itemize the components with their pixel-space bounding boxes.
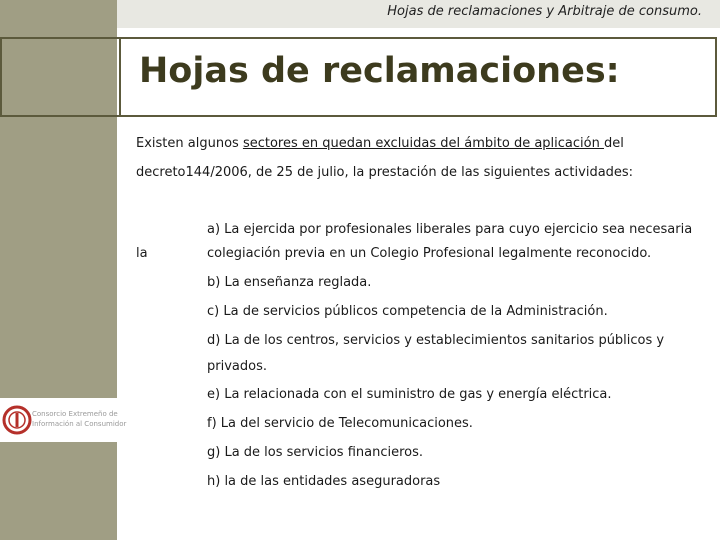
consortium-emblem-icon <box>2 400 32 440</box>
list-item-d-line2: privados. <box>207 359 267 374</box>
intro-text-a: Existen algunos <box>136 136 243 151</box>
page-title: Hojas de reclamaciones: <box>139 51 620 91</box>
list-item-c: c) La de servicios públicos competencia de la Administración. <box>207 304 608 319</box>
intro-line-1 <box>136 136 624 151</box>
intro-text-c: del <box>603 136 624 151</box>
list-item-e: e) La relacionada con el suministro de gas y energía eléctrica. <box>207 387 612 402</box>
logo-line-2: Información al Consumidor <box>32 420 127 428</box>
intro-line-2: decreto144/2006, de 25 de julio, la prestación de las siguientes actividades: <box>136 165 634 180</box>
la-label: la <box>136 246 148 261</box>
title-panel <box>119 39 715 115</box>
title-frame <box>0 37 717 117</box>
header-subtitle: Hojas de reclamaciones y Arbitraje de consumo. <box>387 4 702 19</box>
list-item-d-line1: d) La de los centros, servicios y establecimientos sanitarios públicos y <box>207 333 665 348</box>
list-item-h: h) la de las entidades aseguradoras <box>207 474 441 489</box>
top-header-bar <box>117 0 720 28</box>
list-item-g: g) La de los servicios financieros. <box>207 445 423 460</box>
list-item-a-line2: colegiación previa en un Colegio Profesional legalmente reconocido. <box>207 246 652 261</box>
logo-line-1: Consorcio Extremeño de <box>32 410 118 418</box>
consortium-logo <box>0 398 127 442</box>
intro-text-underlined: sectores en quedan excluidas del ámbito de aplicación <box>242 136 604 151</box>
list-item-b: b) La enseñanza reglada. <box>207 275 372 290</box>
list-item-f: f) La del servicio de Telecomunicaciones. <box>207 416 473 431</box>
list-item-a-line1: a) La ejercida por profesionales liberales para cuyo ejercicio sea necesaria <box>207 222 693 237</box>
